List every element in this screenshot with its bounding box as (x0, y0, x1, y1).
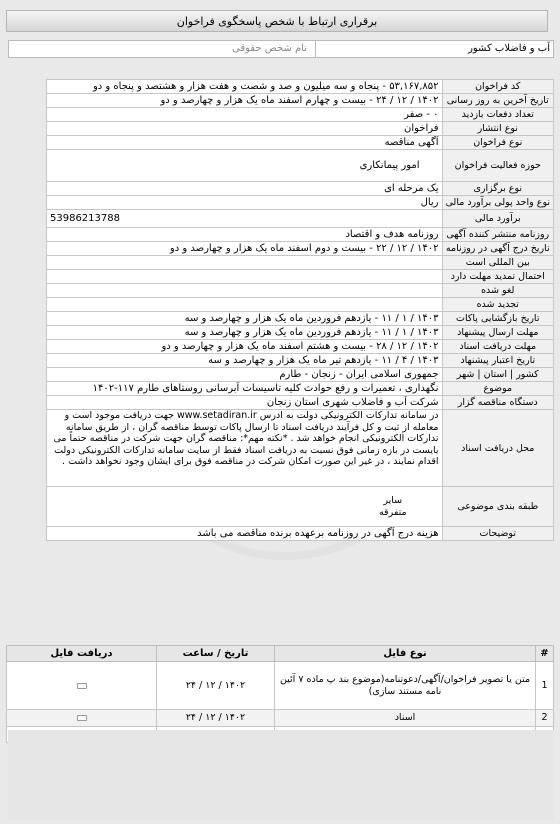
files-table (6, 645, 554, 743)
field-value: جمهوری اسلامی ایران - زنجان - طارم (47, 368, 443, 382)
field-label: کشور | استان | شهر (442, 368, 553, 382)
field-row (47, 108, 554, 122)
field-row (47, 340, 554, 354)
field-row (47, 487, 554, 527)
field-label: بین المللی است (442, 256, 553, 270)
field-label: نوع فراخوان (442, 136, 553, 150)
file-row (7, 662, 554, 710)
files-header-download: دریافت فایل (7, 646, 157, 662)
field-label: دستگاه مناقصه گزار (442, 396, 553, 410)
field-label: نوع انتشار (442, 122, 553, 136)
file-date: ۱۴۰۲ / ۱۲ / ۲۴ (157, 710, 275, 727)
field-label: توضیحات (442, 527, 553, 541)
field-value: آگهی مناقصه (47, 136, 443, 150)
field-row (47, 284, 554, 298)
field-row (47, 196, 554, 210)
field-value: ۱۴۰۲ / ۱۲ / ۲۸ - بیست و هشتم اسفند ماه یک هزار و چهارصد و دو (47, 340, 443, 354)
field-label: حوزه فعالیت فراخوان (442, 150, 553, 182)
field-value: روزنامه هدف و اقتصاد (47, 228, 443, 242)
field-row (47, 368, 554, 382)
files-header-date: تاریخ / ساعت (157, 646, 275, 662)
field-row (47, 182, 554, 196)
contact-header-bar[interactable] (6, 10, 548, 32)
field-value: نگهداری ، تعمیرات و رفع حوادث کلیه تاسیسات آبرسانی روستاهای طارم ۱۱۷-۱۴۰۲ (47, 382, 443, 396)
legal-entity-name[interactable]: آب و فاضلاب کشور (315, 41, 553, 57)
field-value: هزینه درج آگهی در روزنامه برعهده برنده مناقصه می باشد (47, 527, 443, 541)
field-row (47, 94, 554, 108)
file-type: اسناد (275, 710, 536, 727)
field-value (47, 256, 443, 270)
field-label: کد فراخوان (442, 80, 553, 94)
file-download-cell[interactable] (7, 710, 157, 727)
field-value (47, 284, 443, 298)
field-label: طبقه بندی موضوعی (442, 487, 553, 527)
field-row (47, 256, 554, 270)
field-row (47, 326, 554, 340)
field-row (47, 396, 554, 410)
field-value: فراخوان (47, 122, 443, 136)
field-row (47, 354, 554, 368)
field-value: ریال (47, 196, 443, 210)
field-row (47, 228, 554, 242)
field-label: تجدید شده (442, 298, 553, 312)
field-value: ۱۴۰۳ / ۴ / ۱۱ - یازدهم تیر ماه یک هزار و چهارصد و سه (47, 354, 443, 368)
field-label: مهلت دریافت اسناد (442, 340, 553, 354)
file-download-cell[interactable] (7, 662, 157, 710)
field-row (47, 150, 554, 182)
file-type: متن یا تصویر فراخوان/آگهی/دعوتنامه(موضوع بند پ ماده ۷ آئین نامه مستند سازی) (275, 662, 536, 710)
field-row (47, 122, 554, 136)
field-row (47, 136, 554, 150)
field-value: ۱۴۰۳ / ۱ / ۱۱ - یازدهم فروردین ماه یک هزار و چهارصد و سه (47, 312, 443, 326)
field-row (47, 270, 554, 284)
field-label: مهلت ارسال پیشنهاد (442, 326, 553, 340)
field-row (47, 410, 554, 487)
field-value: ۱۴۰۲ / ۱۲ / ۲۲ - بیست و دوم اسفند ماه یک هزار و چهارصد و دو (47, 242, 443, 256)
field-value: در سامانه تدارکات الکترونیکی دولت به آدرس www.setadiran.ir جهت دریافت موجود است و معامله از ثبت و کل فرآیند دریافت اسناد تا ارسال پاکات توسط مناقصه گران ، از طریق سامانه تدارکات الکترونیکی انجام خواهد شد . *نکته مهم*: مناقصه گران جهت شرکت در مناقصه حتماً می بایست در بازه زمانی فوق نسبت به دریافت اسناد فقط از سایت سامانه تدارکات الکترونیکی دولت اقدام نمایند ، در غیر این صورت امکان شرکت در مناقصه فوق برای ایشان وجود نخواهد داشت . (47, 410, 443, 487)
field-row (47, 527, 554, 541)
tender-details-table (46, 79, 554, 541)
file-index: 1 (536, 662, 554, 710)
files-header-num: # (536, 646, 554, 662)
field-label: لغو شده (442, 284, 553, 298)
field-label: احتمال تمدید مهلت دارد (442, 270, 553, 284)
contact-header-title: برقراری ارتباط با شخص پاسخگوی فراخوان (176, 15, 378, 28)
field-value: 53986213788 (47, 210, 443, 228)
field-row (47, 298, 554, 312)
field-value: ۵۳,۱۶۷,۸۵۲ - پنجاه و سه میلیون و صد و شصت و هفت هزار و هشتصد و پنجاه و دو (47, 80, 443, 94)
field-value (47, 298, 443, 312)
field-value: ۰ - صفر (47, 108, 443, 122)
field-value (47, 270, 443, 284)
field-label: روزنامه منتشر کننده آگهی (442, 228, 553, 242)
field-row (47, 242, 554, 256)
field-value: ۱۴۰۳ / ۱ / ۱۱ - یازدهم فروردین ماه یک هزار و چهارصد و سه (47, 326, 443, 340)
field-label: محل دریافت اسناد (442, 410, 553, 487)
field-label: تاریخ بازگشایی پاکات (442, 312, 553, 326)
field-label: تاریخ آخرین به روز رسانی (442, 94, 553, 108)
field-value: امور پیمانکاری (47, 150, 443, 182)
field-row (47, 312, 554, 326)
field-label: موضوع (442, 382, 553, 396)
field-value: شرکت آب و فاضلاب شهری استان زنجان (47, 396, 443, 410)
field-row (47, 210, 554, 228)
files-header-type: نوع فایل (275, 646, 536, 662)
field-label: نوع برگزاری (442, 182, 553, 196)
legal-entity-placeholder: نام شخص حقوقی (232, 43, 307, 54)
field-label: تعداد دفعات بازدید (442, 108, 553, 122)
field-label: تاریخ اعتبار پیشنهاد (442, 354, 553, 368)
field-label: تاریخ درج آگهی در روزنامه (442, 242, 553, 256)
field-row (47, 382, 554, 396)
field-label: برآورد مالی (442, 210, 553, 228)
field-value: سایر متفرقه (47, 487, 443, 527)
field-label: نوع واحد پولی برآورد مالی (442, 196, 553, 210)
download-icon[interactable] (77, 683, 87, 689)
file-row (7, 710, 554, 727)
file-index: 2 (536, 710, 554, 727)
field-value: یک مرحله ای (47, 182, 443, 196)
field-value: ۱۴۰۲ / ۱۲ / ۲۴ - بیست و چهارم اسفند ماه یک هزار و چهارصد و دو (47, 94, 443, 108)
download-icon[interactable] (77, 715, 87, 721)
field-row (47, 80, 554, 94)
contact-row (8, 40, 554, 58)
bottom-background (8, 730, 554, 820)
file-date: ۱۴۰۲ / ۱۲ / ۲۴ (157, 662, 275, 710)
